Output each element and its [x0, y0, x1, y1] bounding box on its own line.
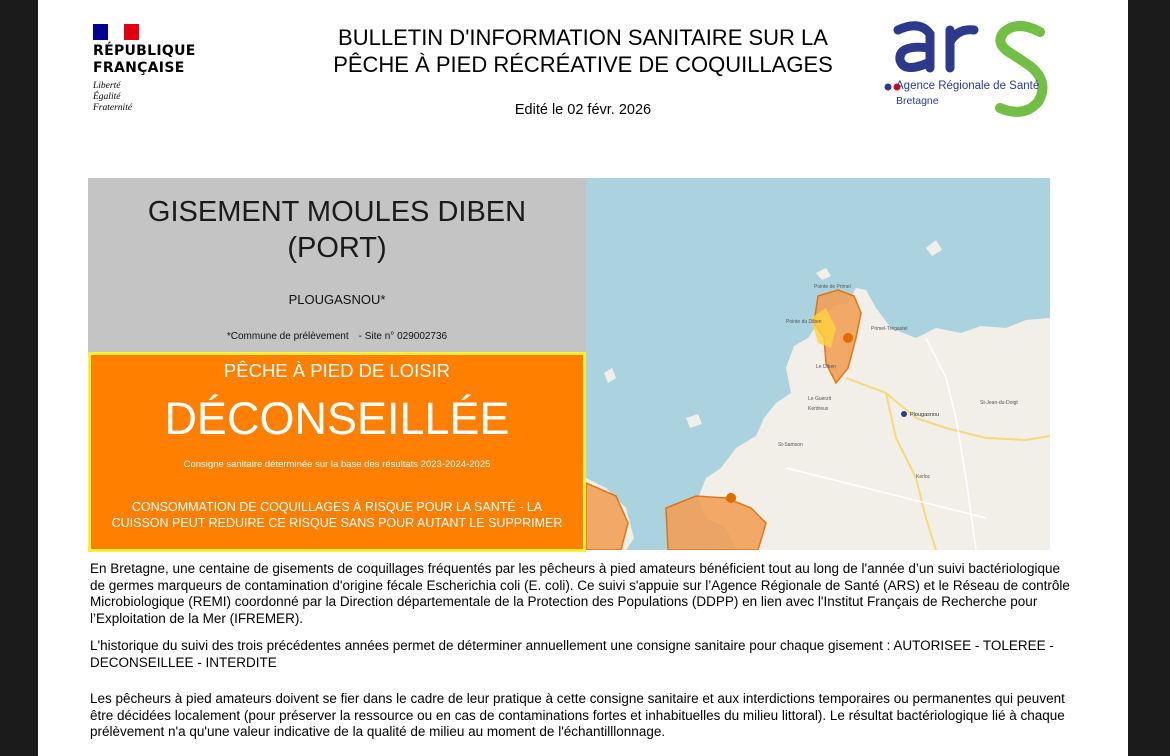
status-level: DÉCONSEILLÉE [164, 393, 510, 444]
sample-note: *Commune de prélèvement [226, 331, 349, 342]
map-svg [586, 178, 1050, 550]
status-basis: Consigne sanitaire déterminée sur la base des résultats 2023-2024-2025 [183, 459, 491, 470]
ars-logo [890, 18, 1060, 128]
info-paragraph-3: Les pêcheurs à pied amateurs doivent se fier dans le cadre de leur pratique à cette consigne sanitaire et aux interdictions temporaires ou permanentes qui peuvent être décidées localement (pour préserver la ressource ou en cas de contaminations fortes et inhabituelles du milieu littoral). Le résultat bactériologique lié à chaque prélèvement n'a qu'une valeur indicative de la qualité de milieu au moment de l'échantilllonnage. [90, 691, 1065, 739]
site-map [586, 178, 1050, 550]
map-label-kerloc: Kerloc [916, 474, 931, 480]
status-message-line1: CONSOMMATION DE COQUILLAGES À RISQUE POUR LA SANTÉ - LA [131, 500, 543, 514]
ars-region: Bretagne [896, 95, 939, 107]
map-label-saint-samson: St-Samson [778, 442, 803, 448]
bulletin-title [278, 24, 888, 78]
map-label-pointe-primel: Pointe de Primel [814, 284, 851, 290]
ars-logo-icon [890, 18, 1060, 128]
map-label-pointe-diben: Pointe du Diben [786, 319, 822, 325]
commune-name: PLOUGASNOU* [288, 292, 386, 307]
site-number: - Site n° 029002736 [358, 331, 448, 342]
site-name-line1: GISEMENT MOULES DIBEN [147, 196, 527, 228]
bulletin-page [38, 0, 1128, 756]
french-flag-icon [93, 24, 139, 40]
map-label-kerdreux: Kerdreux [808, 406, 829, 412]
republique-francaise-logo [93, 24, 213, 114]
edition-date: Edité le 02 févr. 2026 [514, 102, 652, 118]
rf-motto-fraternite: Fraternité [93, 103, 133, 113]
map-label-plougasnou: Plougasnou [910, 412, 940, 418]
rf-name-line1: RÉPUBLIQUE [93, 43, 196, 59]
map-label-primel: Primel-Trégastel [871, 326, 908, 332]
status-alert-box [88, 352, 586, 552]
status-message [91, 499, 583, 531]
rf-motto-egalite: Égalité [93, 92, 121, 102]
map-label-le-guerzit: Le Guerzit [808, 396, 832, 402]
site-name [88, 194, 586, 266]
title-line2: PÊCHE À PIED RÉCRÉATIVE DE COQUILLAGES [333, 52, 833, 77]
map-label-le-diben: Le Diben [816, 364, 837, 370]
info-paragraph-2: L'historique du suivi des trois précédentes années permet de déterminer annuellement une consigne sanitaire pour chaque gisement : AUTORISEE - TOLEREE - DECONSEILLEE - INTERDITE [90, 638, 1054, 670]
ars-subtitle: Agence Régionale de Santé [896, 80, 1040, 92]
sample-site-line [88, 331, 586, 342]
map-label-saint-jean: St-Jean-du-Doigt [980, 400, 1018, 406]
status-message-line2: CUISSON PEUT REDUIRE CE RISQUE SANS POUR AUTANT LE SUPPRIMER [111, 516, 563, 530]
info-paragraph-1: En Bretagne, une centaine de gisements de coquillages fréquentés par les pêcheurs à pied amateurs bénéficient tout au long de l'année d’un suivi bactériologique de germes marqueurs de contamination d'origine fécale Escherichia coli (E. coli). Ce suivi s'appuie sur l’Agence Régionale de Santé (ARS) et le Réseau de contrôle Microbiologique (REMI) coordonné par la Direction départementale de la Protection des Populations (DDPP) en lien avec l'Institut Français de Recherche pour l’Exploitation de la Mer (IFREMER). [90, 561, 1070, 626]
rf-name-line2: FRANÇAISE [93, 60, 185, 76]
site-name-line2: (PORT) [287, 232, 387, 264]
status-heading: PÊCHE À PIED DE LOISIR [223, 360, 451, 381]
title-line1: BULLETIN D'INFORMATION SANITAIRE SUR LA [338, 25, 828, 50]
rf-motto-liberte: Liberté [93, 81, 121, 91]
